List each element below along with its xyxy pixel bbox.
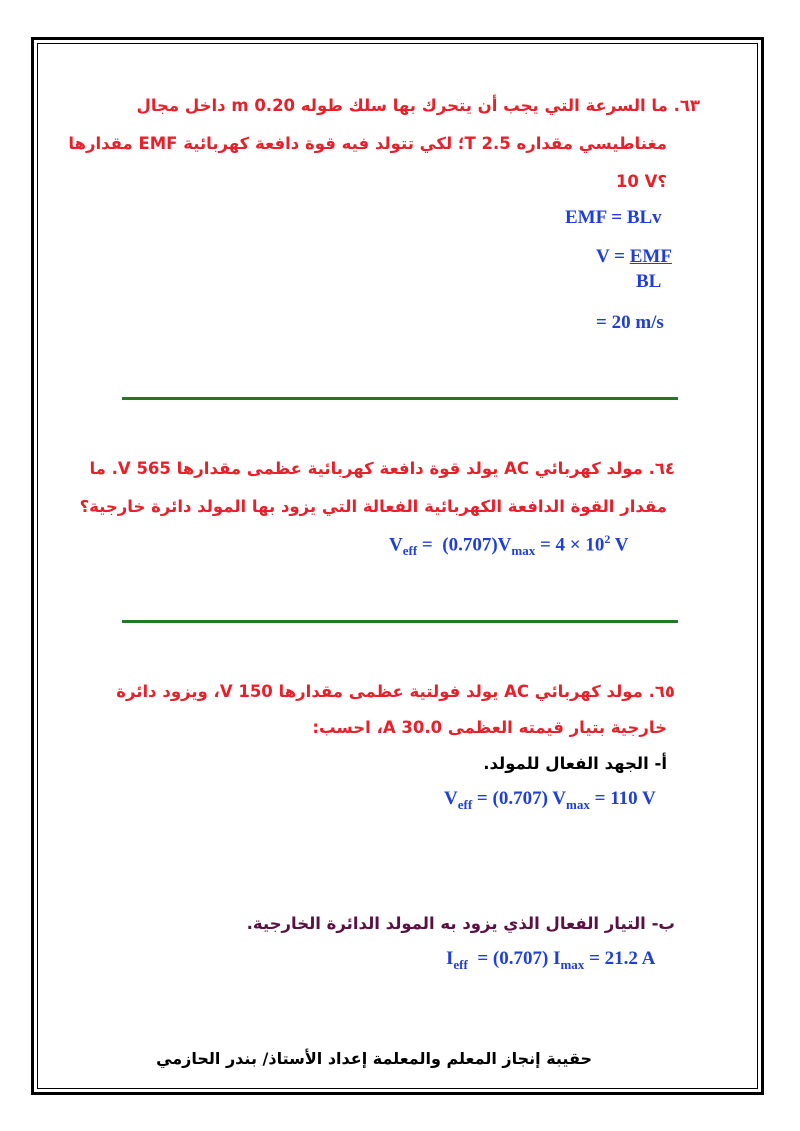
q64-eq-rest: = 4 × 10: [535, 534, 605, 556]
q65-equation-a: [444, 788, 656, 813]
q63-equation-emf: EMF = BLv: [565, 207, 662, 228]
q65-part-a: أ- الجهد الفعال للمولد.: [483, 754, 667, 773]
q63-line1: ٦٣. ما السرعة التي يجب أن يتحرك بها سلك طوله 0.20 m داخل مجال: [136, 96, 700, 115]
q65a-eq-mid: = (0.707) V: [472, 788, 567, 809]
q64-line1: ٦٤. مولد كهربائي AC يولد قوة دافعة كهربائية عظمى مقدارها 565 V. ما: [89, 459, 675, 478]
q63-line2: مغناطيسي مقداره 2.5 T؛ لكي تتولد فيه قوة دافعة كهربائية EMF مقدارها: [68, 134, 667, 153]
q64-eq-exp: 2: [604, 532, 611, 546]
q63-eq2-left: V =: [596, 246, 625, 267]
q65a-eq-max: max: [566, 796, 590, 812]
divider-2: [122, 620, 678, 623]
q63-eq2-denominator: BL: [636, 271, 662, 292]
q64-equation: [389, 532, 629, 559]
q65b-eq-rest: = 21.2 A: [584, 948, 656, 969]
q64-eq-max: max: [511, 543, 536, 559]
q64-eq-eff: eff: [402, 543, 418, 559]
q63-equation-velocity: [596, 246, 672, 268]
q65a-eq-rest: = 110 V: [589, 788, 656, 809]
q65-line1: ٦٥. مولد كهربائي AC يولد فولتية عظمى مقدارها 150 V، ويزود دائرة: [116, 682, 675, 701]
q65a-eq-eff: eff: [457, 796, 473, 812]
q64-eq-v: V: [389, 534, 403, 556]
page-footer: حقيبة إنجاز المعلم والمعلمة إعداد الأستاذ/ بندر الحازمي: [156, 1049, 592, 1068]
q64-eq-mid: = (0.707)V: [417, 534, 512, 556]
q65b-eq-max: max: [560, 956, 585, 972]
q63-equation-result: = 20 m/s: [596, 312, 664, 333]
q65b-eq-mid: = (0.707) I: [467, 948, 561, 969]
q65b-eq-eff: eff: [453, 956, 468, 972]
divider-1: [122, 397, 678, 400]
q65-part-b: ب- التيار الفعال الذي يزود به المولد الدائرة الخارجية.: [246, 914, 675, 933]
q65-line2: خارجية بتيار قيمته العظمى 30.0 A، احسب:: [312, 718, 667, 737]
q64-line2: مقدار القوة الدافعة الكهربائية الفعالة التي يزود بها المولد دائرة خارجية؟: [79, 497, 667, 516]
q64-eq-unit: V: [610, 534, 629, 556]
q65-equation-b: [446, 948, 655, 973]
q65b-eq-v: I: [446, 948, 454, 969]
q63-line3: 10 V؟: [615, 172, 667, 191]
q65a-eq-v: V: [444, 788, 458, 809]
q63-eq2-numerator: EMF: [629, 246, 672, 267]
